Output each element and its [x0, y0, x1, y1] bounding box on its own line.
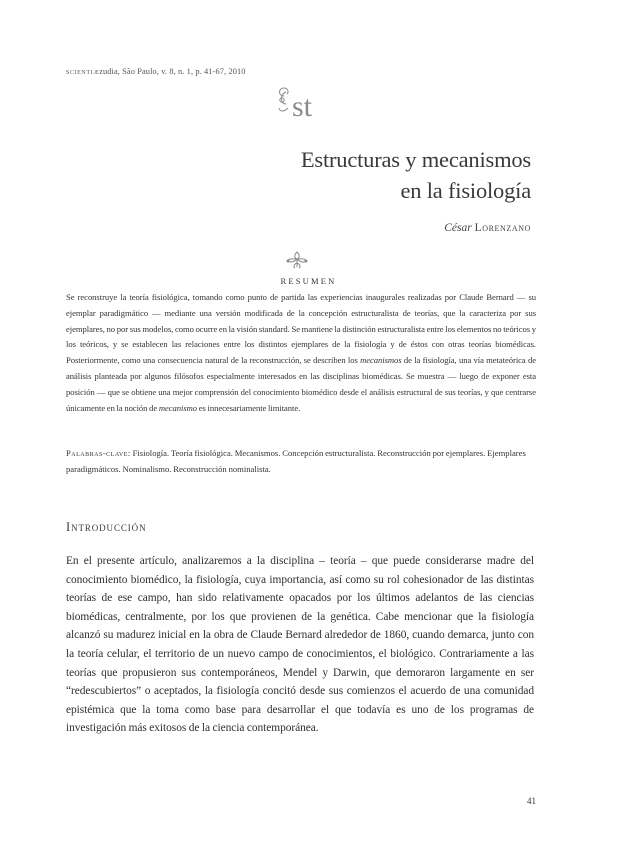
- section-paragraph: En el presente artículo, analizaremos a la disciplina – teoría – que puede considerarse madre del conocimiento biomédico, la fisiología, cuya importancia, así como su rol cohesionador de las distintas teorías de ese campo, han sido relativamente opacados por los últimos adelantos de las ciencias biomédicas, centralmente, por los que provienen de la genética. Cabe mencionar que la fisiología alcanzó su madurez inicial en la obra de Claude Bernard alrededor de 1860, cuando demarca, junto con la teoría celular, el territorio de un nuevo campo de conocimientos, el biológico. Contrariamente a las teorías que propusieron sus contemporáneos, Mendel y Darwin, que demoraron largamente en ser “redescubiertos” o aceptados, la fisiología concitó desde sus comienzos el acuerdo de una comunidad epistémica que la toma como base para desarrollar el que todavía es uno de los programas de investigación más exitosos de la ciencia contemporánea.: [66, 555, 534, 735]
- abstract-part-3: es innecesariamente limitante.: [197, 402, 301, 413]
- journal-details: , São Paulo, v. 8, n. 1, p. 41-67, 2010: [117, 67, 246, 76]
- journal-name-prefix: scientiæ: [66, 67, 100, 76]
- page-number: 41: [527, 796, 536, 806]
- keywords: [66, 446, 536, 478]
- journal-logo-text: st: [292, 90, 313, 123]
- keywords-list: Fisiología. Teoría fisiológica. Mecanismos. Concepción estructuralista. Reconstrucción por ejemplares. Ejemplares paradigmáticos. Nominalismo. Reconstrucción nominalista.: [66, 448, 526, 474]
- abstract-part-1: Se reconstruye la teoría fisiológica, tomando como punto de partida las experiencias inaugurales realizadas por Claude Bernard — su ejemplar paradigmático — mediante una versión modificada de la concepción estructuralista de teorías, que la caracteriza por sus ejemplares, no por sus modelos, como ocurre en la visión standard. Se mantiene la distinción estructuralista entre los elementos no teóricos y los teóricos, y se establecen las relaciones entre los distintos ejemplares de la fisiología y de éstos con otras teorías biomédicas. Posteriormente, como una consecuencia natural de la reconstrucción, se describen los: [66, 292, 536, 366]
- journal-name-suffix: zudia: [99, 67, 118, 76]
- article-author: [444, 222, 531, 234]
- abstract-heading: RESUMEN: [280, 276, 337, 286]
- abstract-part-2: de la fisiología, una vía metateórica de análisis planteada por algunos filósofos especialmente interesados en las disciplinas biomédicas. Se muestra — luego de exponer esta posición — que se obtiene una mejor comprensión del conocimiento biomédico desde el análisis estructural de sus teorías, y que centrarse únicamente en la noción de: [66, 355, 536, 413]
- author-family-name: Lorenzano: [474, 222, 531, 234]
- journal-citation: [66, 67, 246, 76]
- article-title-line-2: en la fisiología: [400, 178, 531, 203]
- abstract-text: [66, 290, 536, 416]
- abstract-emphasis-1: mecanismos: [360, 355, 402, 366]
- article-title-line-1: Estructuras y mecanismos: [300, 147, 531, 172]
- keywords-label: Palabras-clave:: [66, 448, 131, 458]
- author-given-name: César: [444, 222, 472, 234]
- fleuron-ornament-icon: [285, 249, 309, 271]
- abstract-emphasis-2: mecanismo: [158, 402, 198, 413]
- journal-logo-icon: [276, 82, 324, 126]
- article-title: [111, 144, 531, 206]
- section-heading: Introducción: [66, 520, 147, 534]
